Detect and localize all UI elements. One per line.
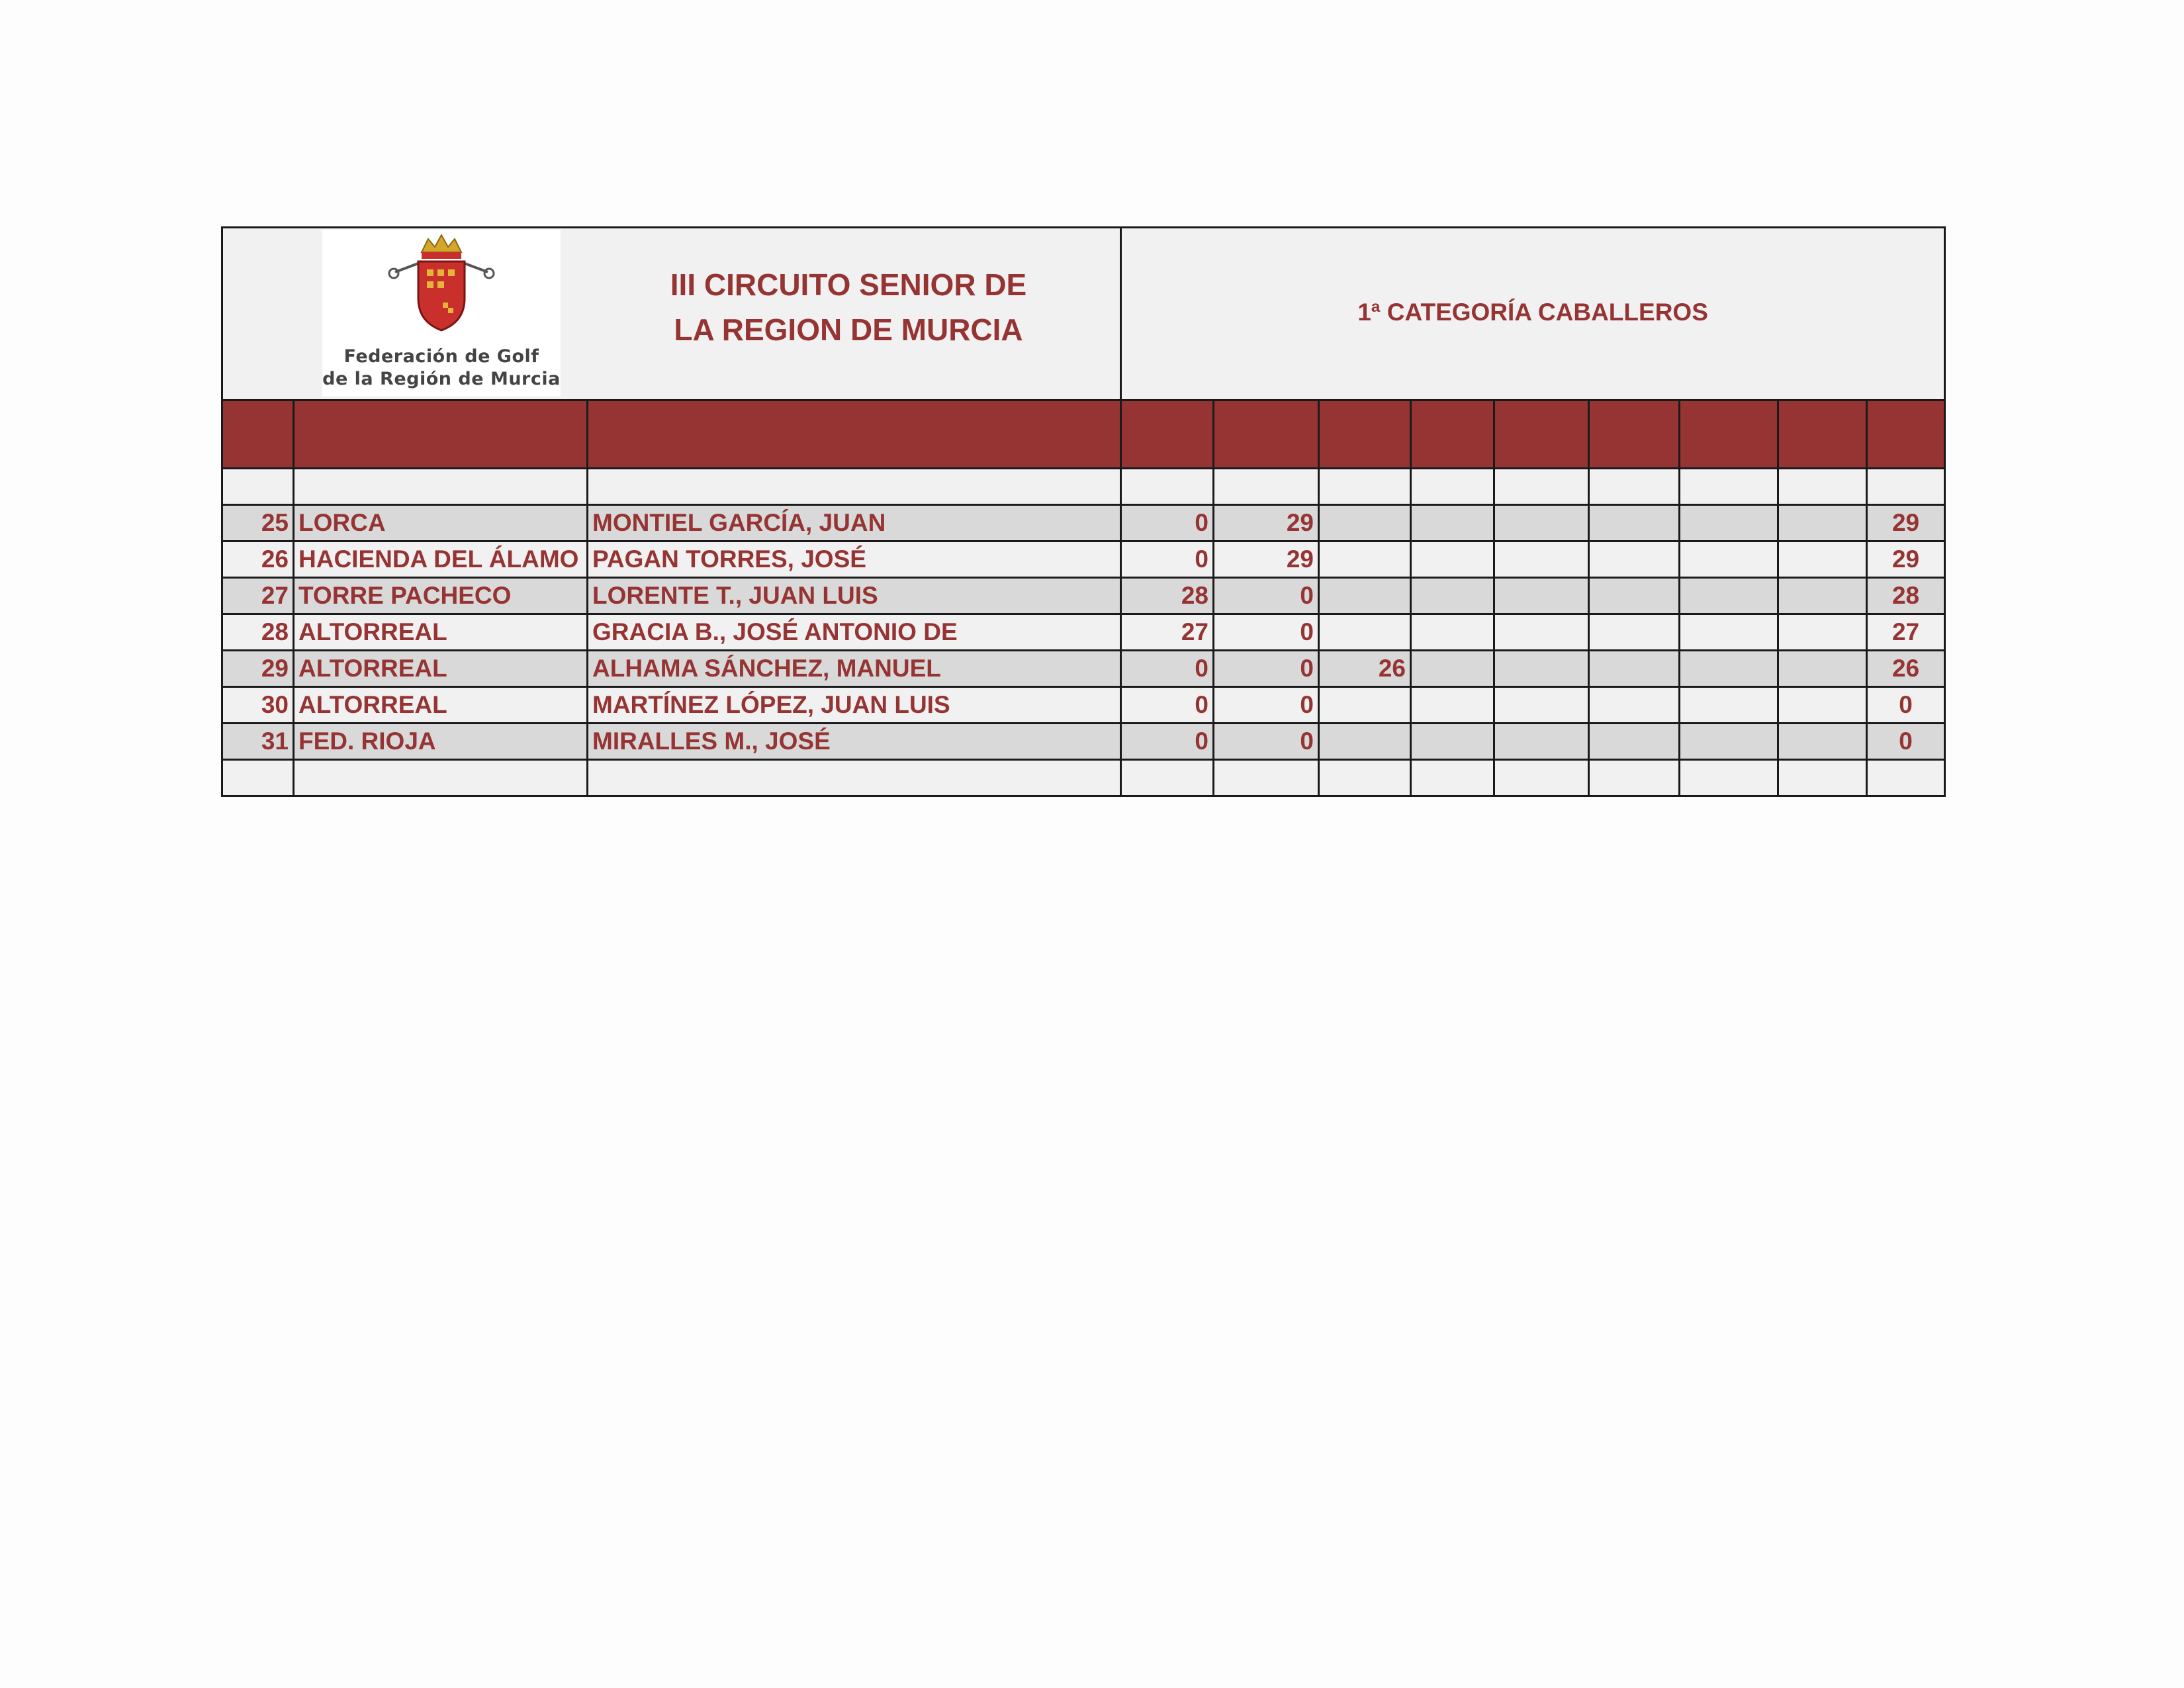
round-4-score-cell (1411, 541, 1494, 578)
round-1-score-cell: 0 (1121, 687, 1214, 724)
round-2-score-cell: 29 (1214, 541, 1319, 578)
blank-row (222, 760, 1945, 796)
club-cell: LORCA (294, 505, 588, 541)
col-header-total: Total (1867, 400, 1945, 469)
blank-row (222, 469, 1945, 505)
round-1-score-cell: 0 (1121, 724, 1214, 760)
table-row (222, 724, 1945, 760)
title-line1: III CIRCUITO SENIOR DE (670, 267, 1027, 302)
blank-cell (1867, 760, 1945, 796)
round-8-score-cell (1778, 687, 1867, 724)
round-7-score-cell (1680, 541, 1778, 578)
player-name-cell: PAGAN TORRES, JOSÉ (588, 541, 1121, 578)
round-2-score-cell: 0 (1214, 578, 1319, 614)
blank-cell (1589, 469, 1680, 505)
player-name-cell: ALHAMA SÁNCHEZ, MANUEL (588, 651, 1121, 687)
round-5-score-cell (1494, 541, 1589, 578)
round-6-score-cell (1589, 614, 1680, 651)
round-1-score-cell: 0 (1121, 651, 1214, 687)
blank-cell (588, 469, 1121, 505)
round-8-score-cell (1778, 614, 1867, 651)
position-cell: 31 (222, 724, 294, 760)
round-4-score-cell (1411, 687, 1494, 724)
category-cell (1121, 228, 1945, 400)
table-row (222, 578, 1945, 614)
total-cell: 0 (1867, 724, 1945, 760)
club-cell: ALTORREAL (294, 651, 588, 687)
round-2-score-cell: 0 (1214, 651, 1319, 687)
header-left-cell (222, 228, 1121, 400)
blank-cell (294, 469, 588, 505)
col-header-round-2: 29-May (1214, 400, 1319, 469)
position-cell: 27 (222, 578, 294, 614)
blank-cell (1214, 760, 1319, 796)
blank-cell (1680, 760, 1778, 796)
round-5-score-cell (1494, 651, 1589, 687)
col-header-round-8: 2-Dec (1778, 400, 1867, 469)
round-7-score-cell (1680, 578, 1778, 614)
table-row (222, 505, 1945, 541)
col-header-pos: Pos (222, 400, 294, 469)
col-header-round-4: 4-Jul (1411, 400, 1494, 469)
blank-cell (1319, 469, 1411, 505)
round-5-score-cell (1494, 724, 1589, 760)
blank-cell (1778, 760, 1867, 796)
round-6-score-cell (1589, 687, 1680, 724)
blank-cell (1778, 469, 1867, 505)
total-cell: 29 (1867, 541, 1945, 578)
club-cell: TORRE PACHECO (294, 578, 588, 614)
round-2-score-cell: 0 (1214, 687, 1319, 724)
blank-cell (1319, 760, 1411, 796)
logo-text-line1: Federación de Golf (343, 346, 539, 367)
col-header-round-1: 25-Apr (1121, 400, 1214, 469)
table-row (222, 614, 1945, 651)
col-header-nombre: Nombre (588, 400, 1121, 469)
round-4-score-cell (1411, 724, 1494, 760)
header-row (222, 228, 1945, 400)
round-3-score-cell (1319, 541, 1411, 578)
table-row (222, 541, 1945, 578)
col-header-club: Club (294, 400, 588, 469)
blank-cell (222, 469, 294, 505)
round-6-score-cell (1589, 578, 1680, 614)
round-7-score-cell (1680, 505, 1778, 541)
title-line2: LA REGION DE MURCIA (674, 312, 1023, 347)
round-1-score-cell: 27 (1121, 614, 1214, 651)
round-7-score-cell (1680, 687, 1778, 724)
player-name-cell: MONTIEL GARCÍA, JUAN (588, 505, 1121, 541)
blank-cell (588, 760, 1121, 796)
blank-cell (1867, 469, 1945, 505)
club-cell: ALTORREAL (294, 687, 588, 724)
col-header-round-3: 19-Jun (1319, 400, 1411, 469)
round-1-score-cell: 0 (1121, 505, 1214, 541)
blank-cell (294, 760, 588, 796)
round-8-score-cell (1778, 541, 1867, 578)
round-2-score-cell: 0 (1214, 614, 1319, 651)
player-name-cell: MARTÍNEZ LÓPEZ, JUAN LUIS (588, 687, 1121, 724)
position-cell: 28 (222, 614, 294, 651)
position-cell: 25 (222, 505, 294, 541)
round-4-score-cell (1411, 505, 1494, 541)
round-7-score-cell (1680, 614, 1778, 651)
club-cell: ALTORREAL (294, 614, 588, 651)
round-8-score-cell (1778, 651, 1867, 687)
table-row (222, 687, 1945, 724)
round-8-score-cell (1778, 724, 1867, 760)
round-2-score-cell: 29 (1214, 505, 1319, 541)
position-cell: 26 (222, 541, 294, 578)
blank-cell (1494, 760, 1589, 796)
column-header-row (222, 400, 1945, 469)
round-6-score-cell (1589, 541, 1680, 578)
player-name-cell: LORENTE T., JUAN LUIS (588, 578, 1121, 614)
round-4-score-cell (1411, 578, 1494, 614)
blank-cell (222, 760, 294, 796)
blank-cell (1214, 469, 1319, 505)
blank-cell (1411, 760, 1494, 796)
round-8-score-cell (1778, 505, 1867, 541)
total-cell: 29 (1867, 505, 1945, 541)
standings-table (221, 226, 1946, 797)
round-3-score-cell: 26 (1319, 651, 1411, 687)
total-cell: 27 (1867, 614, 1945, 651)
round-4-score-cell (1411, 651, 1494, 687)
federation-logo (322, 230, 561, 397)
round-4-score-cell (1411, 614, 1494, 651)
round-3-score-cell (1319, 724, 1411, 760)
col-header-round-6: 4-Oct (1589, 400, 1680, 469)
blank-cell (1121, 760, 1214, 796)
blank-cell (1121, 469, 1214, 505)
col-header-round-5: 9-Sep (1494, 400, 1589, 469)
round-3-score-cell (1319, 687, 1411, 724)
club-cell: FED. RIOJA (294, 724, 588, 760)
player-name-cell: MIRALLES M., JOSÉ (588, 724, 1121, 760)
coat-of-arms-icon (382, 232, 501, 345)
category-label: 1ª CATEGORÍA CABALLEROS (1357, 299, 1708, 326)
round-6-score-cell (1589, 651, 1680, 687)
round-3-score-cell (1319, 578, 1411, 614)
round-5-score-cell (1494, 614, 1589, 651)
total-cell: 26 (1867, 651, 1945, 687)
player-name-cell: GRACIA B., JOSÉ ANTONIO DE (588, 614, 1121, 651)
club-cell: HACIENDA DEL ÁLAMO (294, 541, 588, 578)
logo-text-line2: de la Región de Murcia (322, 369, 561, 389)
round-3-score-cell (1319, 505, 1411, 541)
round-7-score-cell (1680, 724, 1778, 760)
round-3-score-cell (1319, 614, 1411, 651)
col-header-round-7: 20-Nov (1680, 400, 1778, 469)
round-5-score-cell (1494, 687, 1589, 724)
position-cell: 29 (222, 651, 294, 687)
round-1-score-cell: 0 (1121, 541, 1214, 578)
round-6-score-cell (1589, 505, 1680, 541)
blank-cell (1680, 469, 1778, 505)
round-1-score-cell: 28 (1121, 578, 1214, 614)
total-cell: 0 (1867, 687, 1945, 724)
page-title (620, 228, 1077, 399)
blank-cell (1589, 760, 1680, 796)
round-7-score-cell (1680, 651, 1778, 687)
round-2-score-cell: 0 (1214, 724, 1319, 760)
position-cell: 30 (222, 687, 294, 724)
table-row (222, 651, 1945, 687)
round-5-score-cell (1494, 578, 1589, 614)
blank-cell (1494, 469, 1589, 505)
blank-cell (1411, 469, 1494, 505)
total-cell: 28 (1867, 578, 1945, 614)
round-8-score-cell (1778, 578, 1867, 614)
round-5-score-cell (1494, 505, 1589, 541)
round-6-score-cell (1589, 724, 1680, 760)
